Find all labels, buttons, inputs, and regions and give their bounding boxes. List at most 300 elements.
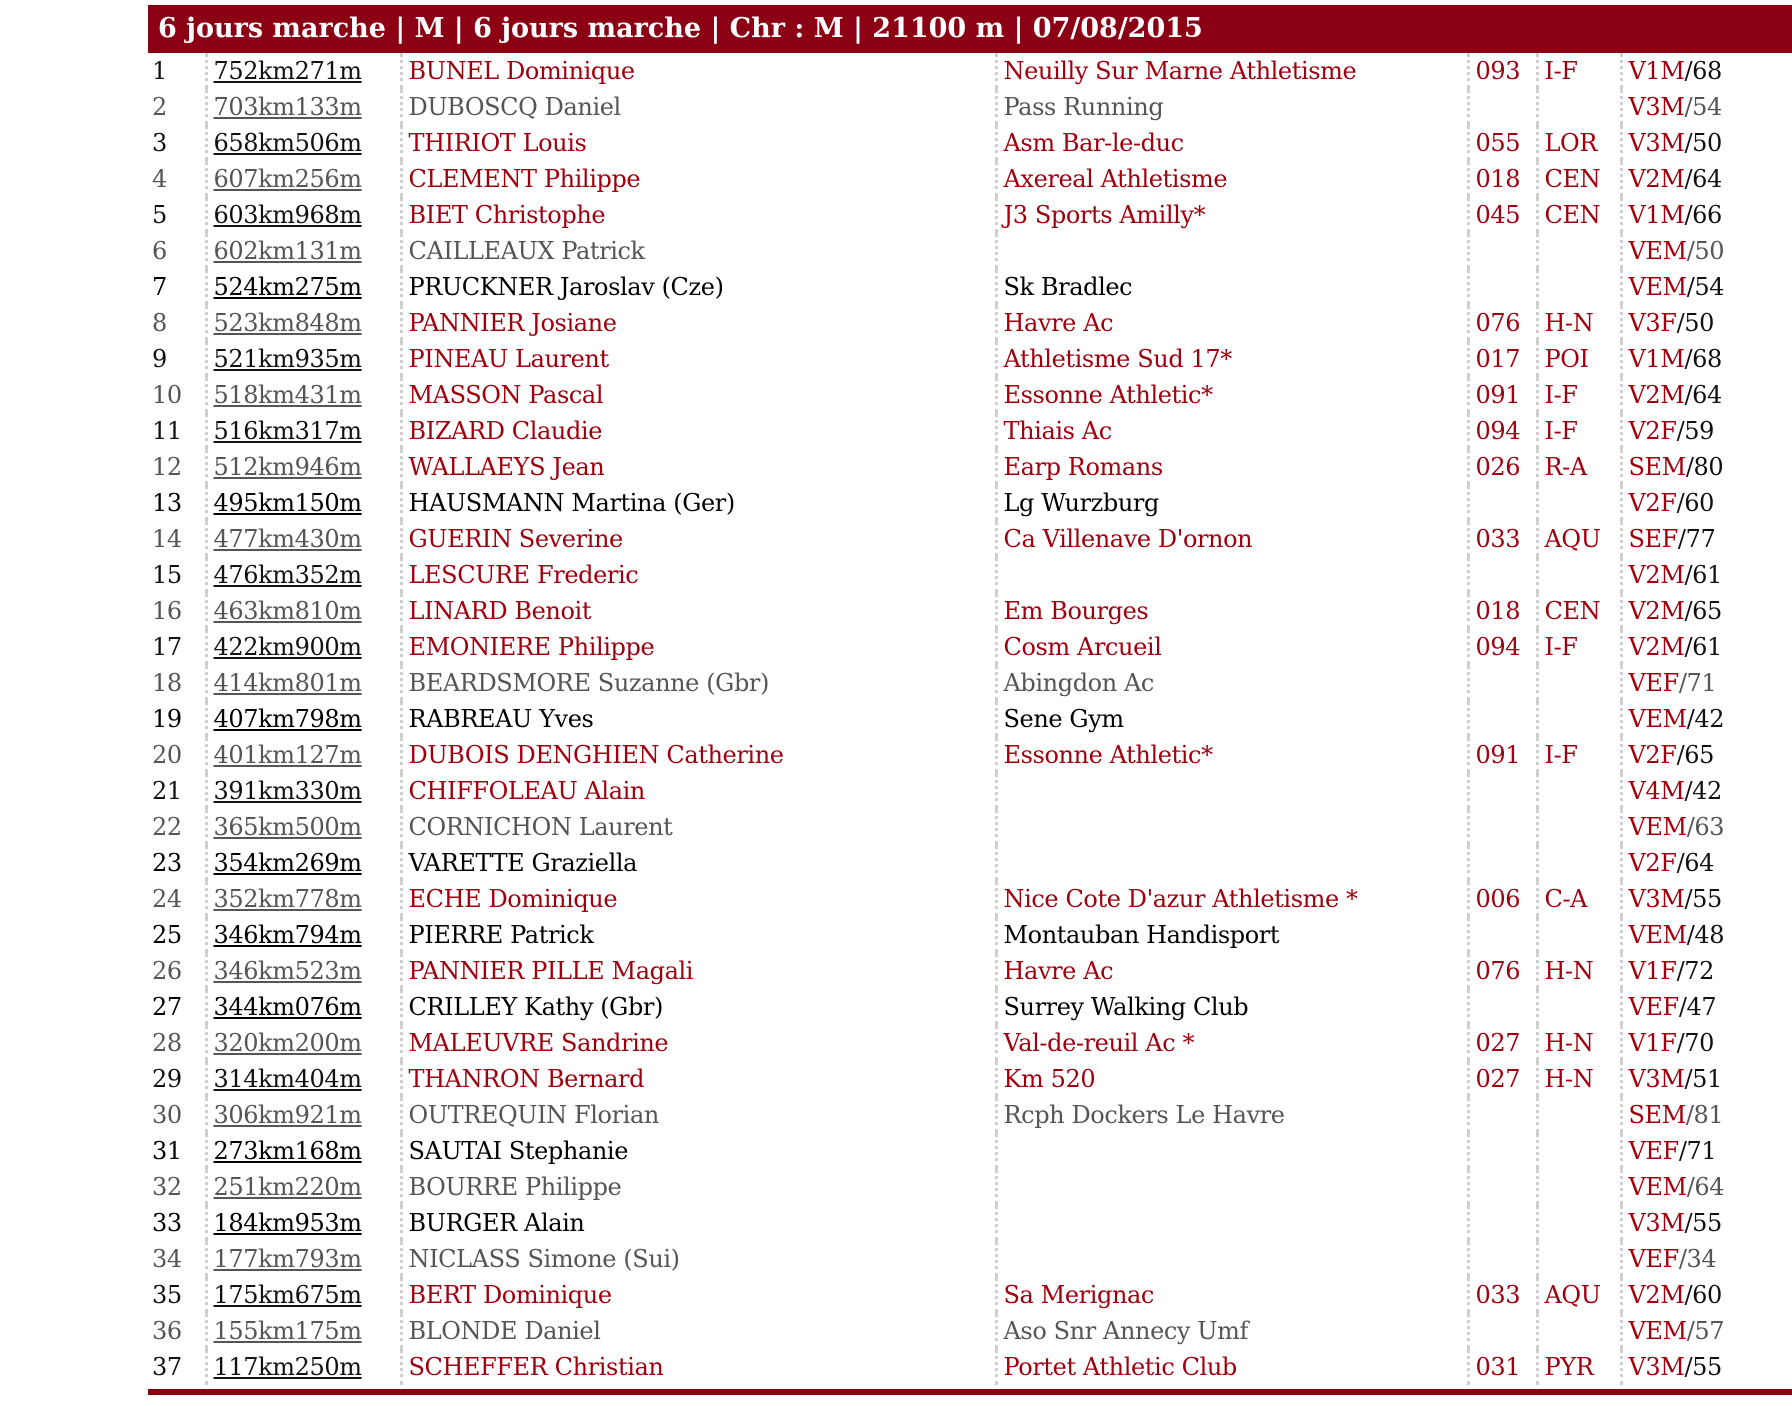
department-code	[1468, 917, 1537, 953]
rank-cell: 31	[152, 1137, 182, 1165]
category-code: VEM	[1628, 1317, 1687, 1345]
club-name: Pass Running	[996, 89, 1468, 125]
performance-link[interactable]: 495km150m	[213, 489, 362, 517]
performance-link[interactable]: 422km900m	[213, 633, 362, 661]
category-cell	[1621, 1241, 1792, 1277]
performance-cell[interactable]	[206, 521, 401, 557]
club-name: Thiais Ac	[996, 413, 1468, 449]
rank-cell: 14	[152, 525, 182, 553]
table-row	[148, 845, 1792, 881]
league-code	[1537, 1169, 1621, 1205]
rank-cell: 24	[152, 885, 182, 913]
performance-cell[interactable]	[206, 665, 401, 701]
table-row	[148, 737, 1792, 773]
birth-year: /61	[1684, 561, 1722, 589]
birth-year: /63	[1686, 813, 1725, 841]
table-row	[148, 557, 1792, 593]
table-row	[148, 53, 1792, 89]
athlete-name[interactable]: GUERIN Severine	[401, 521, 996, 557]
performance-link[interactable]: 524km275m	[213, 273, 362, 301]
athlete-name[interactable]: LINARD Benoit	[401, 593, 996, 629]
athlete-name[interactable]: NICLASS Simone (Sui)	[401, 1241, 996, 1277]
table-row	[148, 881, 1792, 917]
table-row	[148, 413, 1792, 449]
performance-link[interactable]: 602km131m	[213, 237, 362, 265]
results-footer-bar	[148, 1389, 1792, 1395]
category-code: VEM	[1628, 705, 1687, 733]
performance-cell[interactable]	[206, 197, 401, 233]
table-row	[148, 377, 1792, 413]
performance-link[interactable]: 391km330m	[213, 777, 362, 805]
rank-cell: 8	[152, 309, 167, 337]
category-code: VEF	[1628, 1137, 1679, 1165]
performance-cell[interactable]	[206, 53, 401, 89]
athlete-name[interactable]: CORNICHON Laurent	[401, 809, 996, 845]
league-code	[1537, 989, 1621, 1025]
category-code: V2F	[1628, 489, 1677, 517]
performance-cell[interactable]	[206, 809, 401, 845]
club-name: Havre Ac	[996, 953, 1468, 989]
athlete-name[interactable]: MALEUVRE Sandrine	[401, 1025, 996, 1061]
athlete-name[interactable]: THANRON Bernard	[401, 1061, 996, 1097]
rank-cell: 13	[152, 489, 182, 517]
category-code: V2M	[1628, 633, 1685, 661]
performance-link[interactable]: 346km523m	[213, 957, 362, 985]
department-code: 033	[1468, 1277, 1537, 1313]
category-cell	[1621, 593, 1792, 629]
athlete-name[interactable]: PANNIER PILLE Magali	[401, 953, 996, 989]
rank-cell: 36	[152, 1317, 182, 1345]
table-row	[148, 773, 1792, 809]
performance-link[interactable]: 512km946m	[213, 453, 362, 481]
performance-link[interactable]: 703km133m	[213, 93, 362, 121]
department-code	[1468, 1169, 1537, 1205]
performance-cell[interactable]	[206, 305, 401, 341]
rank-cell: 15	[152, 561, 182, 589]
club-name: Portet Athletic Club	[996, 1349, 1468, 1385]
performance-link[interactable]: 521km935m	[213, 345, 362, 373]
club-name: Ca Villenave D'ornon	[996, 521, 1468, 557]
athlete-name[interactable]: OUTREQUIN Florian	[401, 1097, 996, 1133]
category-cell	[1621, 1205, 1792, 1241]
category-code: V2F	[1628, 417, 1677, 445]
athlete-name[interactable]: BEARDSMORE Suzanne (Gbr)	[401, 665, 996, 701]
athlete-name[interactable]: PIERRE Patrick	[401, 917, 996, 953]
league-code: C-A	[1537, 881, 1621, 917]
birth-year: /54	[1686, 273, 1725, 301]
birth-year: /47	[1678, 993, 1717, 1021]
league-code: AQU	[1537, 1277, 1621, 1313]
birth-year: /66	[1684, 201, 1722, 229]
category-cell	[1621, 413, 1792, 449]
category-code: V1M	[1628, 201, 1685, 229]
category-code: V3M	[1628, 1353, 1685, 1381]
category-code: V1M	[1628, 57, 1685, 85]
category-code: VEF	[1628, 1245, 1679, 1273]
category-cell	[1621, 845, 1792, 881]
table-row	[148, 1205, 1792, 1241]
table-row	[148, 341, 1792, 377]
performance-link[interactable]: 752km271m	[213, 57, 362, 85]
performance-link[interactable]: 117km250m	[213, 1353, 362, 1381]
athlete-name[interactable]: DUBOSCQ Daniel	[401, 89, 996, 125]
table-row	[148, 809, 1792, 845]
athlete-name[interactable]: BIZARD Claudie	[401, 413, 996, 449]
league-code: H-N	[1537, 1061, 1621, 1097]
birth-year: /34	[1678, 1245, 1717, 1273]
birth-year: /50	[1686, 237, 1725, 265]
league-code	[1537, 1205, 1621, 1241]
performance-link[interactable]: 344km076m	[213, 993, 362, 1021]
results-table	[148, 53, 1792, 1385]
performance-cell[interactable]	[206, 377, 401, 413]
league-code: LOR	[1537, 125, 1621, 161]
birth-year: /54	[1684, 93, 1722, 121]
club-name: Cosm Arcueil	[996, 629, 1468, 665]
athlete-name[interactable]: RABREAU Yves	[401, 701, 996, 737]
performance-cell[interactable]	[206, 485, 401, 521]
performance-cell[interactable]	[206, 1061, 401, 1097]
athlete-name[interactable]: BURGER Alain	[401, 1205, 996, 1241]
rank-cell: 33	[152, 1209, 182, 1237]
performance-cell[interactable]	[206, 1133, 401, 1169]
birth-year: /51	[1684, 1065, 1722, 1093]
department-code: 094	[1468, 629, 1537, 665]
performance-link[interactable]: 414km801m	[213, 669, 362, 697]
athlete-name[interactable]: THIRIOT Louis	[401, 125, 996, 161]
department-code: 093	[1468, 53, 1537, 89]
league-code: H-N	[1537, 953, 1621, 989]
club-name: Sa Merignac	[996, 1277, 1468, 1313]
birth-year: /65	[1676, 741, 1714, 769]
club-name: Rcph Dockers Le Havre	[996, 1097, 1468, 1133]
department-code	[1468, 233, 1537, 269]
league-code	[1537, 1313, 1621, 1349]
rank-cell: 20	[152, 741, 182, 769]
birth-year: /64	[1686, 1173, 1725, 1201]
department-code	[1468, 989, 1537, 1025]
table-row	[148, 665, 1792, 701]
performance-cell[interactable]	[206, 1349, 401, 1385]
table-row	[148, 953, 1792, 989]
performance-link[interactable]: 314km404m	[213, 1065, 362, 1093]
performance-cell[interactable]	[206, 557, 401, 593]
performance-cell[interactable]	[206, 629, 401, 665]
club-name: Essonne Athletic*	[996, 377, 1468, 413]
category-cell	[1621, 737, 1792, 773]
performance-link[interactable]: 463km810m	[213, 597, 362, 625]
athlete-name[interactable]: MASSON Pascal	[401, 377, 996, 413]
performance-cell[interactable]	[206, 737, 401, 773]
performance-cell[interactable]	[206, 413, 401, 449]
category-code: V3M	[1628, 1065, 1685, 1093]
table-row	[148, 989, 1792, 1025]
category-code: VEF	[1628, 993, 1679, 1021]
birth-year: /50	[1684, 129, 1722, 157]
club-name	[996, 809, 1468, 845]
athlete-name[interactable]: BUNEL Dominique	[401, 53, 996, 89]
table-row	[148, 1133, 1792, 1169]
performance-cell[interactable]	[206, 1277, 401, 1313]
athlete-name[interactable]: CAILLEAUX Patrick	[401, 233, 996, 269]
club-name	[996, 557, 1468, 593]
rank-cell: 10	[152, 381, 182, 409]
department-code: 091	[1468, 737, 1537, 773]
athlete-name[interactable]: PINEAU Laurent	[401, 341, 996, 377]
league-code: AQU	[1537, 521, 1621, 557]
rank-cell: 29	[152, 1065, 182, 1093]
athlete-name[interactable]: HAUSMANN Martina (Ger)	[401, 485, 996, 521]
athlete-name[interactable]: SAUTAI Stephanie	[401, 1133, 996, 1169]
category-cell	[1621, 1277, 1792, 1313]
rank-cell: 4	[152, 165, 167, 193]
table-row	[148, 125, 1792, 161]
performance-link[interactable]: 155km175m	[213, 1317, 362, 1345]
category-cell	[1621, 1169, 1792, 1205]
department-code: 027	[1468, 1061, 1537, 1097]
performance-link[interactable]: 177km793m	[213, 1245, 362, 1273]
performance-link[interactable]: 658km506m	[213, 129, 362, 157]
performance-cell[interactable]	[206, 1025, 401, 1061]
birth-year: /60	[1684, 1281, 1722, 1309]
athlete-name[interactable]: LESCURE Frederic	[401, 557, 996, 593]
category-code: VEM	[1628, 921, 1687, 949]
performance-cell[interactable]	[206, 1241, 401, 1277]
category-cell	[1621, 53, 1792, 89]
department-code: 091	[1468, 377, 1537, 413]
performance-link[interactable]: 346km794m	[213, 921, 362, 949]
performance-cell[interactable]	[206, 233, 401, 269]
rank-cell: 18	[152, 669, 182, 697]
performance-link[interactable]: 607km256m	[213, 165, 362, 193]
category-code: VEF	[1628, 669, 1679, 697]
club-name: Earp Romans	[996, 449, 1468, 485]
department-code	[1468, 845, 1537, 881]
performance-link[interactable]: 401km127m	[213, 741, 362, 769]
rank-cell: 3	[152, 129, 167, 157]
category-cell	[1621, 341, 1792, 377]
table-row	[148, 1025, 1792, 1061]
athlete-name[interactable]: EMONIERE Philippe	[401, 629, 996, 665]
performance-link[interactable]: 354km269m	[213, 849, 362, 877]
performance-cell[interactable]	[206, 341, 401, 377]
performance-link[interactable]: 306km921m	[213, 1101, 362, 1129]
rank-cell: 11	[152, 417, 182, 445]
performance-link[interactable]: 184km953m	[213, 1209, 362, 1237]
category-code: V3M	[1628, 129, 1685, 157]
department-code: 018	[1468, 593, 1537, 629]
league-code	[1537, 89, 1621, 125]
performance-link[interactable]: 518km431m	[213, 381, 362, 409]
category-cell	[1621, 557, 1792, 593]
club-name: Nice Cote D'azur Athletisme *	[996, 881, 1468, 917]
table-row	[148, 1241, 1792, 1277]
performance-link[interactable]: 175km675m	[213, 1281, 362, 1309]
birth-year: /42	[1684, 777, 1722, 805]
club-name: Athletisme Sud 17*	[996, 341, 1468, 377]
department-code	[1468, 1241, 1537, 1277]
performance-cell[interactable]	[206, 881, 401, 917]
league-code: I-F	[1537, 629, 1621, 665]
athlete-name[interactable]: BLONDE Daniel	[401, 1313, 996, 1349]
table-row	[148, 917, 1792, 953]
athlete-name[interactable]: SCHEFFER Christian	[401, 1349, 996, 1385]
performance-link[interactable]: 365km500m	[213, 813, 362, 841]
department-code	[1468, 773, 1537, 809]
category-code: VEM	[1628, 813, 1687, 841]
category-cell	[1621, 305, 1792, 341]
birth-year: /80	[1685, 453, 1724, 481]
performance-cell[interactable]	[206, 1313, 401, 1349]
category-code: VEM	[1628, 237, 1687, 265]
birth-year: /57	[1686, 1317, 1725, 1345]
performance-cell[interactable]	[206, 989, 401, 1025]
club-name	[996, 773, 1468, 809]
performance-cell[interactable]	[206, 125, 401, 161]
performance-cell[interactable]	[206, 269, 401, 305]
club-name: Sene Gym	[996, 701, 1468, 737]
performance-link[interactable]: 603km968m	[213, 201, 362, 229]
athlete-name[interactable]: BOURRE Philippe	[401, 1169, 996, 1205]
category-cell	[1621, 1349, 1792, 1385]
athlete-name[interactable]: PRUCKNER Jaroslav (Cze)	[401, 269, 996, 305]
performance-link[interactable]: 477km430m	[213, 525, 362, 553]
performance-link[interactable]: 516km317m	[213, 417, 362, 445]
performance-link[interactable]: 352km778m	[213, 885, 362, 913]
category-cell	[1621, 1025, 1792, 1061]
performance-cell[interactable]	[206, 1205, 401, 1241]
performance-link[interactable]: 251km220m	[213, 1173, 362, 1201]
performance-cell[interactable]	[206, 449, 401, 485]
birth-year: /64	[1684, 165, 1722, 193]
rank-cell: 2	[152, 93, 167, 121]
birth-year: /55	[1684, 1209, 1722, 1237]
performance-cell[interactable]	[206, 845, 401, 881]
league-code	[1537, 1097, 1621, 1133]
birth-year: /71	[1678, 1137, 1717, 1165]
category-cell	[1621, 521, 1792, 557]
league-code	[1537, 1241, 1621, 1277]
birth-year: /71	[1678, 669, 1717, 697]
category-code: V4M	[1628, 777, 1685, 805]
results-panel	[148, 5, 1792, 1395]
athlete-name[interactable]: ECHE Dominique	[401, 881, 996, 917]
category-code: V2M	[1628, 561, 1685, 589]
athlete-name[interactable]: CHIFFOLEAU Alain	[401, 773, 996, 809]
performance-cell[interactable]	[206, 953, 401, 989]
athlete-name[interactable]: CLEMENT Philippe	[401, 161, 996, 197]
athlete-name[interactable]: WALLAEYS Jean	[401, 449, 996, 485]
club-name: Km 520	[996, 1061, 1468, 1097]
birth-year: /50	[1676, 309, 1714, 337]
birth-year: /68	[1684, 57, 1722, 85]
category-code: V3M	[1628, 1209, 1685, 1237]
league-code	[1537, 1133, 1621, 1169]
category-cell	[1621, 953, 1792, 989]
table-row	[148, 269, 1792, 305]
department-code	[1468, 485, 1537, 521]
athlete-name[interactable]: BERT Dominique	[401, 1277, 996, 1313]
rank-cell: 26	[152, 957, 182, 985]
athlete-name[interactable]: PANNIER Josiane	[401, 305, 996, 341]
club-name: Axereal Athletisme	[996, 161, 1468, 197]
athlete-name[interactable]: VARETTE Graziella	[401, 845, 996, 881]
birth-year: /77	[1677, 525, 1716, 553]
rank-cell: 23	[152, 849, 182, 877]
department-code	[1468, 1133, 1537, 1169]
rank-cell: 35	[152, 1281, 182, 1309]
department-code	[1468, 1313, 1537, 1349]
results-body	[148, 53, 1792, 1385]
birth-year: /64	[1676, 849, 1714, 877]
league-code: PYR	[1537, 1349, 1621, 1385]
athlete-name[interactable]: BIET Christophe	[401, 197, 996, 233]
category-code: VEM	[1628, 273, 1687, 301]
performance-link[interactable]: 523km848m	[213, 309, 362, 337]
athlete-name[interactable]: CRILLEY Kathy (Gbr)	[401, 989, 996, 1025]
category-code: V2F	[1628, 849, 1677, 877]
performance-link[interactable]: 476km352m	[213, 561, 362, 589]
league-code: CEN	[1537, 161, 1621, 197]
category-code: V2M	[1628, 1281, 1685, 1309]
performance-link[interactable]: 407km798m	[213, 705, 362, 733]
club-name	[996, 845, 1468, 881]
category-code: V3M	[1628, 885, 1685, 913]
rank-cell: 16	[152, 597, 182, 625]
performance-cell[interactable]	[206, 161, 401, 197]
club-name: Sk Bradlec	[996, 269, 1468, 305]
table-row	[148, 233, 1792, 269]
performance-cell[interactable]	[206, 593, 401, 629]
performance-cell[interactable]	[206, 701, 401, 737]
table-row	[148, 449, 1792, 485]
department-code: 094	[1468, 413, 1537, 449]
category-code: SEM	[1628, 1101, 1686, 1129]
category-cell	[1621, 773, 1792, 809]
athlete-name[interactable]: DUBOIS DENGHIEN Catherine	[401, 737, 996, 773]
club-name: Essonne Athletic*	[996, 737, 1468, 773]
rank-cell: 1	[152, 57, 167, 85]
performance-cell[interactable]	[206, 1169, 401, 1205]
league-code	[1537, 773, 1621, 809]
category-code: VEM	[1628, 1173, 1687, 1201]
performance-link[interactable]: 320km200m	[213, 1029, 362, 1057]
rank-cell: 25	[152, 921, 182, 949]
club-name	[996, 233, 1468, 269]
table-row	[148, 1097, 1792, 1133]
club-name: Surrey Walking Club	[996, 989, 1468, 1025]
performance-link[interactable]: 273km168m	[213, 1137, 362, 1165]
results-header-title: 6 jours marche | M | 6 jours marche | Chr : M | 21100 m | 07/08/2015	[148, 5, 1792, 53]
performance-cell[interactable]	[206, 89, 401, 125]
performance-cell[interactable]	[206, 773, 401, 809]
category-code: V3M	[1628, 93, 1685, 121]
league-code	[1537, 701, 1621, 737]
category-cell	[1621, 125, 1792, 161]
table-row	[148, 197, 1792, 233]
table-row	[148, 485, 1792, 521]
category-cell	[1621, 917, 1792, 953]
club-name: Abingdon Ac	[996, 665, 1468, 701]
performance-cell[interactable]	[206, 1097, 401, 1133]
rank-cell: 6	[152, 237, 167, 265]
league-code: I-F	[1537, 377, 1621, 413]
club-name: Asm Bar-le-duc	[996, 125, 1468, 161]
category-cell	[1621, 629, 1792, 665]
birth-year: /48	[1686, 921, 1725, 949]
performance-cell[interactable]	[206, 917, 401, 953]
club-name: Aso Snr Annecy Umf	[996, 1313, 1468, 1349]
